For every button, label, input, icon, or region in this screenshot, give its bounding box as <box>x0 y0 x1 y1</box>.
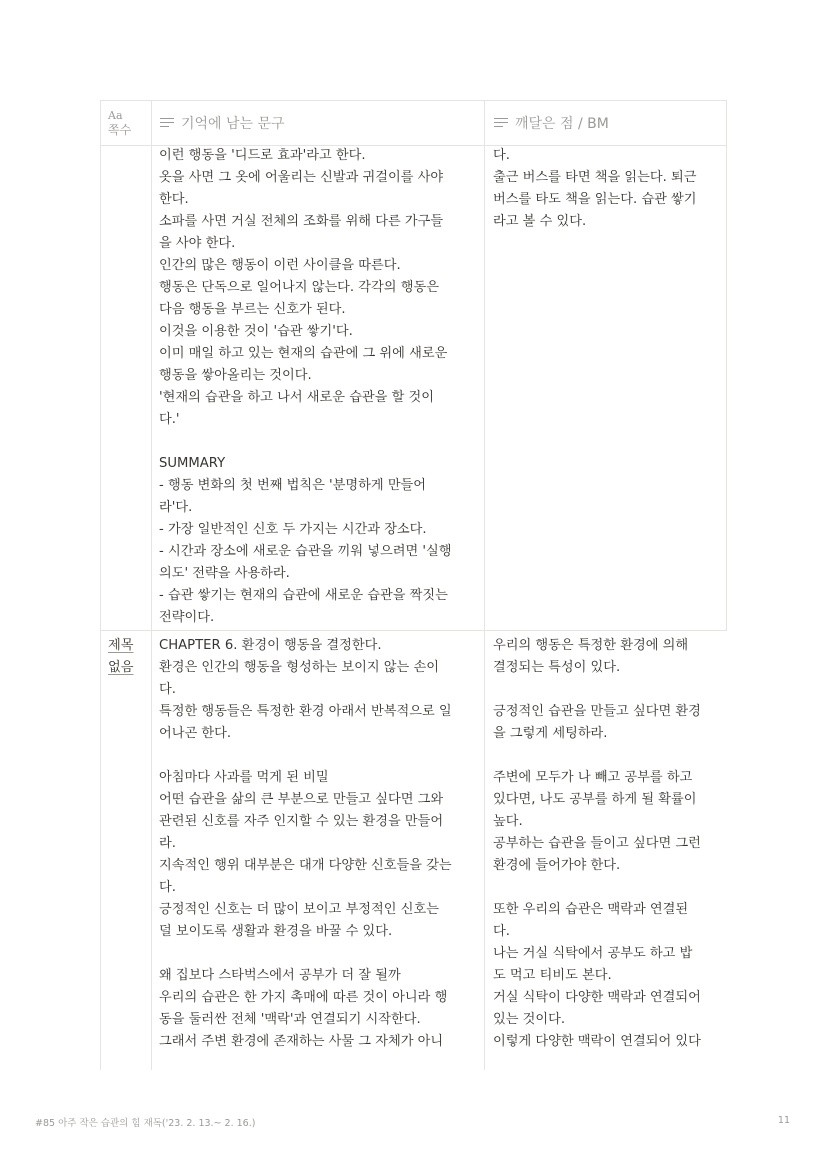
text-line: 버스를 타도 책을 읽는다. 습관 쌓기 <box>493 192 697 207</box>
page-number: 11 <box>777 1115 790 1126</box>
text-line: 옷을 사면 그 옷에 어울리는 신발과 귀걸이를 사야 <box>159 170 444 185</box>
text-line: 없음 <box>108 660 134 675</box>
text-line: 지속적인 행위 대부분은 대개 다양한 신호들을 갖는 <box>159 858 452 873</box>
text-line: 덜 보이도록 생활과 환경을 바꿀 수 있다. <box>159 924 393 939</box>
text-line: 라고 볼 수 있다. <box>493 214 587 229</box>
notes-table <box>100 100 727 1070</box>
text-line: 이렇게 다양한 맥락이 연결되어 있다 <box>493 1034 701 1049</box>
row-1-quote-cell[interactable] <box>159 145 452 629</box>
text-line: 관련된 신호를 자주 인지할 수 있는 환경을 만들어 <box>159 814 444 829</box>
text-line: 공부하는 습관을 들이고 싶다면 그런 <box>493 836 701 851</box>
text-line: SUMMARY <box>159 456 226 471</box>
text-line: 제목 <box>108 638 134 653</box>
table-border-left <box>100 100 101 1070</box>
text-line <box>159 943 452 965</box>
text-line: 그래서 주변 환경에 존재하는 사물 그 자체가 아니 <box>159 1034 444 1049</box>
row-2-title-link[interactable] <box>108 635 133 679</box>
text-line: 높다. <box>493 814 523 829</box>
text-line: 아침마다 사과를 먹게 된 비밀 <box>159 770 329 785</box>
text-line: 라. <box>159 836 176 851</box>
column-divider-1 <box>151 100 152 1070</box>
row-2-quote-cell[interactable] <box>159 635 452 1053</box>
column-divider-2 <box>484 100 485 1070</box>
text-line: - 습관 쌓기는 현재의 습관에 새로운 습관을 짝짓는 <box>159 588 448 603</box>
text-line: - 가장 일반적인 신호 두 가지는 시간과 장소다. <box>159 522 427 537</box>
row-2-insight-cell[interactable] <box>493 635 701 1053</box>
text-line: 행동은 단독으로 일어나지 않는다. 각각의 행동은 <box>159 280 439 295</box>
text-line: 전략이다. <box>159 610 215 625</box>
title-column-label: 쪽수 <box>108 122 132 137</box>
insight-column-header[interactable] <box>494 100 609 145</box>
text-line: 왜 집보다 스타벅스에서 공부가 더 잘 될까 <box>159 968 401 983</box>
text-line: 결정되는 특성이 있다. <box>493 660 621 675</box>
text-line: 특정한 행동들은 특정한 환경 아래서 반복적으로 일 <box>159 704 452 719</box>
text-line: 다.' <box>159 412 180 427</box>
insight-column-label: 깨달은 점 / BM <box>515 115 609 132</box>
document-footer-title: #85 아주 작은 습관의 힘 재독('23. 2. 13.~ 2. 16.) <box>35 1118 256 1129</box>
text-line: 다. <box>493 924 510 939</box>
text-line: 다음 행동을 부르는 신호가 된다. <box>159 302 346 317</box>
text-line: 주변에 모두가 나 빼고 공부를 하고 <box>493 770 693 785</box>
text-line: 의도' 전략을 사용하라. <box>159 566 290 581</box>
text-line: 우리의 행동은 특정한 환경에 의해 <box>493 638 689 653</box>
text-line: - 시간과 장소에 새로운 습관을 끼워 넣으려면 '실행 <box>159 544 452 559</box>
text-line: 도 먹고 티비도 본다. <box>493 968 612 983</box>
text-line: CHAPTER 6. 환경이 행동을 결정한다. <box>159 638 382 653</box>
text-line: 있는 것이다. <box>493 1012 566 1027</box>
text-line <box>159 431 452 453</box>
text-line: 다. <box>159 880 176 895</box>
text-line: 긍정적인 습관을 만들고 싶다면 환경 <box>493 704 701 719</box>
text-line: 동을 둘러싼 전체 '맥락'과 연결되기 시작한다. <box>159 1012 421 1027</box>
text-line: 어나곤 한다. <box>159 726 232 741</box>
text-line: 환경은 인간의 행동을 형성하는 보이지 않는 손이 <box>159 660 439 675</box>
text-line: 을 그렇게 세팅하라. <box>493 726 608 741</box>
text-line: 소파를 사면 거실 전체의 조화를 위해 다른 가구들 <box>159 214 444 229</box>
text-line: 우리의 습관은 한 가지 촉매에 따른 것이 아니라 행 <box>159 990 448 1005</box>
text-line: 이것을 이용한 것이 '습관 쌓기'다. <box>159 324 353 339</box>
text-line: 환경에 들어가야 한다. <box>493 858 621 873</box>
quote-column-header[interactable] <box>160 100 285 145</box>
text-line: 거실 식탁이 다양한 맥락과 연결되어 <box>493 990 701 1005</box>
text-line: 다. <box>493 148 510 163</box>
text-line: 어떤 습관을 삶의 큰 부분으로 만들고 싶다면 그와 <box>159 792 444 807</box>
text-lines-icon <box>160 118 174 128</box>
text-lines-icon <box>494 118 508 128</box>
text-line: 행동을 쌓아올리는 것이다. <box>159 368 312 383</box>
text-line: 출근 버스를 타면 책을 읽는다. 퇴근 <box>493 170 697 185</box>
text-line <box>493 745 701 767</box>
text-line: 이미 매일 하고 있는 현재의 습관에 그 위에 새로운 <box>159 346 448 361</box>
text-line: - 행동 변화의 첫 번째 법칙은 '분명하게 만들어 <box>159 478 427 493</box>
text-line: 나는 거실 식탁에서 공부도 하고 밥 <box>493 946 693 961</box>
text-line: 있다면, 나도 공부를 하게 될 확률이 <box>493 792 697 807</box>
text-line <box>493 679 701 701</box>
table-border-right <box>726 100 727 630</box>
title-column-header[interactable] <box>108 100 131 145</box>
row-divider <box>100 630 727 631</box>
row-1-insight-cell[interactable] <box>493 145 697 233</box>
text-type-icon: Aa <box>108 108 123 122</box>
text-line: 을 사야 한다. <box>159 236 236 251</box>
text-line: 인간의 많은 행동이 이런 사이클을 따른다. <box>159 258 401 273</box>
text-line: 긍정적인 신호는 더 많이 보이고 부정적인 신호는 <box>159 902 439 917</box>
text-line: 다. <box>159 682 176 697</box>
text-line: 또한 우리의 습관은 맥락과 연결된 <box>493 902 689 917</box>
text-line: 이런 행동을 '디드로 효과'라고 한다. <box>159 148 366 163</box>
text-line: 한다. <box>159 192 189 207</box>
text-line: '현재의 습관을 하고 나서 새로운 습관을 할 것이 <box>159 390 435 405</box>
text-line <box>493 877 701 899</box>
quote-column-label: 기억에 남는 문구 <box>181 115 285 132</box>
text-line <box>159 745 452 767</box>
text-line: 라'다. <box>159 500 193 515</box>
